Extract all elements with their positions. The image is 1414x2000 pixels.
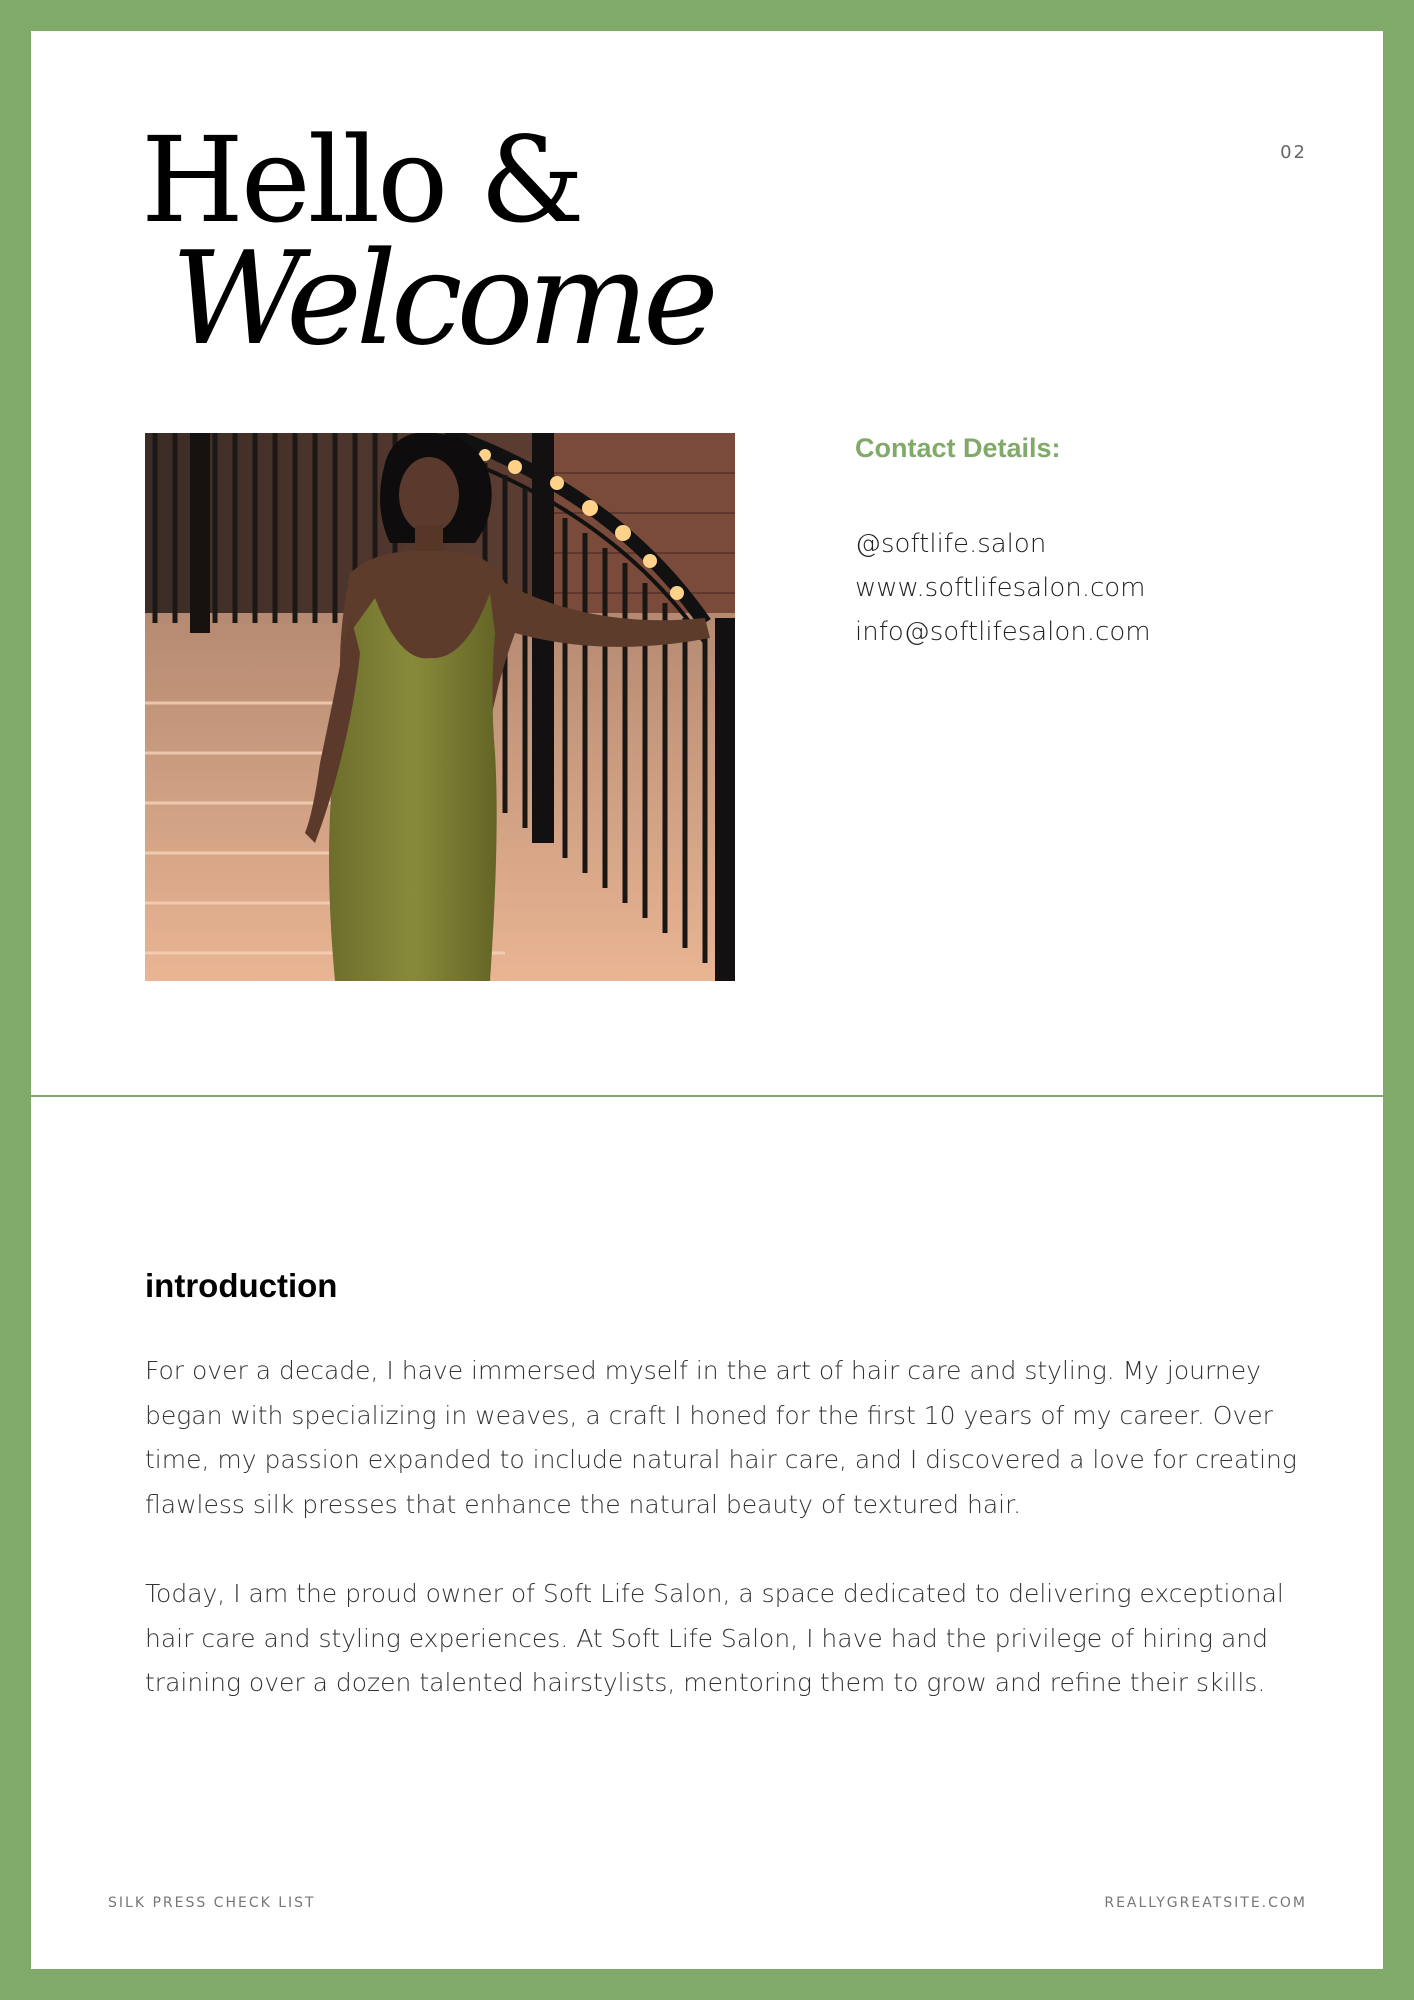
page-number: 02 [1280,142,1307,163]
introduction-body [145,1349,1305,1751]
introduction-heading: introduction [145,1267,338,1304]
contact-list [855,522,1325,654]
contact-heading: Contact Details: [855,433,1061,463]
contact-email[interactable]: info@softlifesalon.com [855,617,1151,647]
title-welcome: Welcome [171,225,713,374]
portrait-photo [145,433,735,981]
contact-website[interactable]: www.softlifesalon.com [855,573,1146,603]
introduction-paragraph: Today, I am the proud owner of Soft Life Salon, a space dedicated to delivering exceptional hair care and styling experiences. At Soft Life Salon, I have had the privilege of hiring and training over a dozen talented hairstylists, mentoring them to grow and refine their skills. [145,1579,1284,1697]
title-hello: Hello & [141,111,582,249]
portrait-illustration [145,433,735,981]
introduction-paragraph: For over a decade, I have immersed myself in the art of hair care and styling. My journey began with specializing in weaves, a craft I honed for the first 10 years of my career. Over time, my passion expanded to include natural hair care, and I discovered a love for creating flawless silk presses that enhance the natural beauty of textured hair. [145,1356,1297,1519]
contact-instagram[interactable]: @softlife.salon [855,529,1047,559]
contact-details [855,433,1325,654]
footer-document-title: SILK PRESS CHECK LIST [108,1895,316,1911]
footer-website[interactable]: REALLYGREATSITE.COM [1104,1895,1307,1911]
section-divider [31,1095,1383,1097]
document-page [31,31,1383,1969]
